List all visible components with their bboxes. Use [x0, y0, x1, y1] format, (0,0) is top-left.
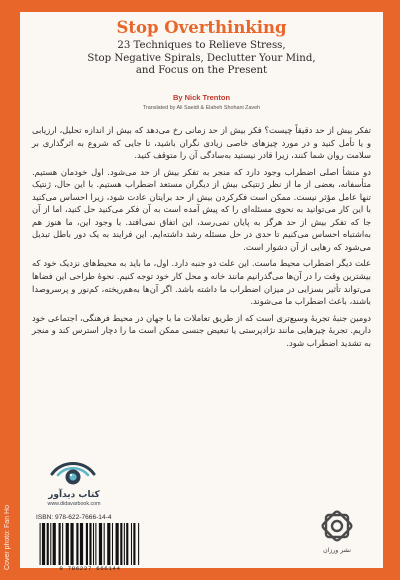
book-subtitle — [34, 40, 369, 78]
translator-credit: Translated by Ali Saeidi & Elaheh Shohani Zaveh — [142, 105, 261, 111]
blurb-paragraph: علت دیگر اضطراب محیط ماست. این علت دو جنبه دارد. اول، ما باید به محیط‌های نزدیک خود که بیشترین وقت را در آن‌ها می‌گذرانیم مانند خانه و محل کار خود توجه کنیم. نحوهٔ طراحی این فضاها می‌تواند تأثیر بسزایی در میزان اضطراب ما داشته باشد. اگر آن‌ها به‌هم‌ریخته، کم‌نور و پرسروصدا باشند، باعث اضطراب ما می‌شوند. — [32, 258, 371, 307]
publisher-name: نشر ورزان — [323, 547, 351, 554]
blurb-text — [32, 124, 371, 353]
cover-photo-credit: Cover photo: Fan Ho — [4, 505, 11, 570]
subtitle-line: 23 Techniques to Relieve Stress, — [117, 40, 286, 51]
barcode-digits: 9 786227 666144 — [59, 565, 121, 572]
blurb-paragraph: دومین جنبهٔ تجربهٔ وسیع‌تری است که از طریق تعاملات ما با جهان در محیط فرهنگی، اجتماعی خود داریم. تجربهٔ چیزهایی مانند نژادپرستی یا تبعیض جنسی ممکن است ما را دچار استرس کند و منجر به تشدید اضطراب شود. — [32, 312, 371, 348]
knot-icon — [317, 506, 357, 546]
isbn-number: ISBN: 978-622-7666-14-4 — [36, 514, 112, 521]
logo-name: کتاب دیدآور — [48, 490, 100, 500]
blurb-paragraph: دو منشأ اصلی اضطراب وجود دارد که منجر به تفکر بیش از حد می‌شود. اول خودمان هستیم. متأسفانه، بعضی از ما از نظر ژنتیکی بیش از دیگران مستعد اضطراب هستیم. با این حال، ژنتیک تنها عامل مؤثر نیست. ممکن است فکرکردن بیش از حد برایتان عادت شود، زیرا احساس می‌کنید با این کار می‌توانید به نحوی مسئله‌ای را که پیش آمده است به آن فکر می‌کنید حل کنید، اما از آن جا که تفکر بیش از حد هرگز به پایان نمی‌رسد، این اتفاق نمی‌افتد. با وجود این، ما هنوز هم به‌اشتباه احساس می‌کنیم تا حدی در حل مسئله رشد داشته‌ایم. این فرایند به یک دور باطل تبدیل می‌شود که رهایی از آن دشوار است. — [32, 166, 371, 252]
back-cover-panel — [20, 12, 383, 572]
blurb-paragraph: تفکر بیش از حد دقیقاً چیست؟ فکر بیش از حد زمانی رخ می‌دهد که بیش از اندازه تحلیل، ارزیابی و یا تأمل کنید و در مورد چیزهای خاصی زیادی نگران باشید، تا جایی که شروع به اثرگذاری بر سلامت روان شما کنند، زیرا قادر نیستید به‌سادگی آن را متوقف کنید. — [32, 125, 371, 161]
barcode — [36, 523, 144, 565]
didavar-logo — [34, 458, 114, 507]
subtitle-line: and Focus on the Present — [135, 65, 268, 77]
book-title: Stop Overthinking — [116, 18, 287, 37]
eye-icon — [48, 458, 98, 488]
subtitle-line: Stop Negative Spirals, Declutter Your Mind, — [87, 52, 316, 64]
publisher-website: www.didavarbook.com — [47, 501, 101, 507]
publisher-logo — [309, 506, 365, 554]
author-name: By Nick Trenton — [172, 93, 231, 102]
